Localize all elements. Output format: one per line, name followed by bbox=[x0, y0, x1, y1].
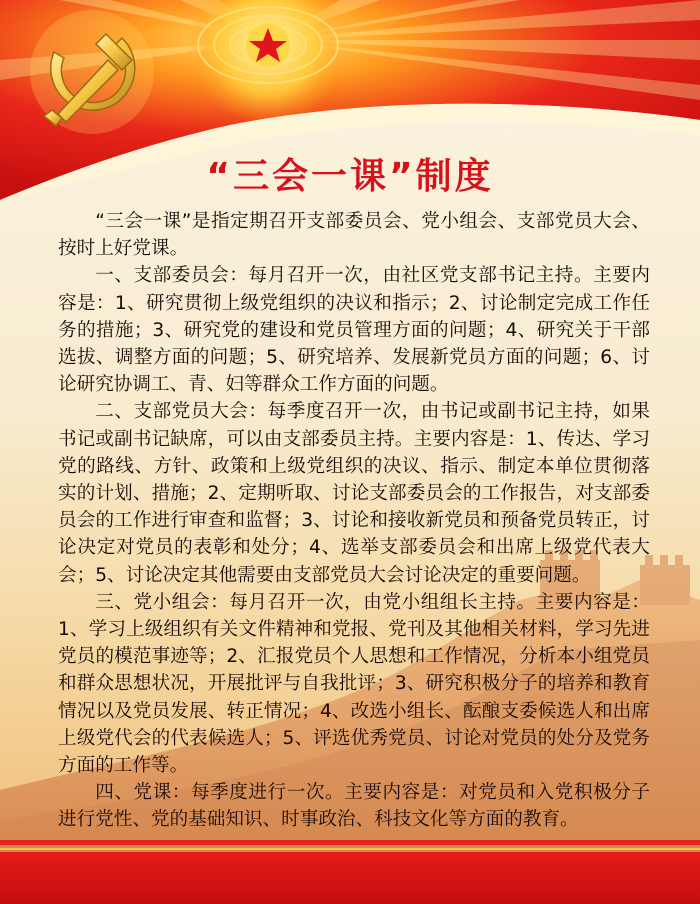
red-star-icon bbox=[246, 23, 290, 67]
bottom-divider-gold bbox=[0, 848, 700, 850]
hammer-sickle-emblem bbox=[30, 10, 154, 134]
paragraph-party-lecture: 四、党课：每季度进行一次。主要内容是：对党员和入党积极分子进行党性、党的基础知识、时事政治、科技文化等方面的教育。 bbox=[58, 782, 650, 831]
bottom-banner bbox=[0, 852, 700, 904]
paragraph-branch-committee: 一、支部委员会：每月召开一次，由社区党支部书记主持。主要内容是：1、研究贯彻上级党组织的决议和指示；2、讨论制定完成工作任务的措施；3、研究党的建设和党员管理方面的问题；4、研究关于干部选拔、调整方面的问题；5、研究培养、发展新党员方面的问题；6、讨论研究协调工、青、妇等群众工作方面的问题。 bbox=[58, 265, 650, 396]
page-title: “三会一课”制度 bbox=[206, 156, 494, 197]
body-text bbox=[58, 208, 650, 834]
paragraph-intro: “三会一课”是指定期召开支部委员会、党小组会、支部党员大会、按时上好党课。 bbox=[58, 211, 650, 260]
paragraph-branch-general-meeting: 二、支部党员大会：每季度召开一次，由书记或副书记主持，如果书记或副书记缺席，可以由支部委员主持。主要内容是：1、传达、学习党的路线、方针、政策和上级党组织的决议、指示、制定本单位贯彻落实的计划、措施；2、定期听取、讨论支部委员会的工作报告，对支部委员会的工作进行审查和监督；3、讨论和接收新党员和预备党员转正，讨论决定对党员的表彰和处分；4、选举支部委员会和出席上级党代表大会；5、讨论决定其他需要由支部党员大会讨论决定的重要问题。 bbox=[58, 401, 650, 586]
paragraph-party-group-meeting: 三、党小组会：每月召开一次，由党小组组长主持。主要内容是：1、学习上级组织有关文件精神和党报、党刊及其他相关材料，学习先进党员的模范事迹等；2、汇报党员个人思想和工作情况，分析本小组党员和群众思想状况，开展批评与自我批评；3、研究积极分子的培养和教育情况以及党员发展、转正情况；4、改选小组长、酝酿支委候选人和出席上级党代会的代表候选人；5、评选优秀党员、讨论对党员的处分及党务方面的工作等。 bbox=[58, 591, 650, 777]
bottom-divider-red bbox=[0, 840, 700, 845]
